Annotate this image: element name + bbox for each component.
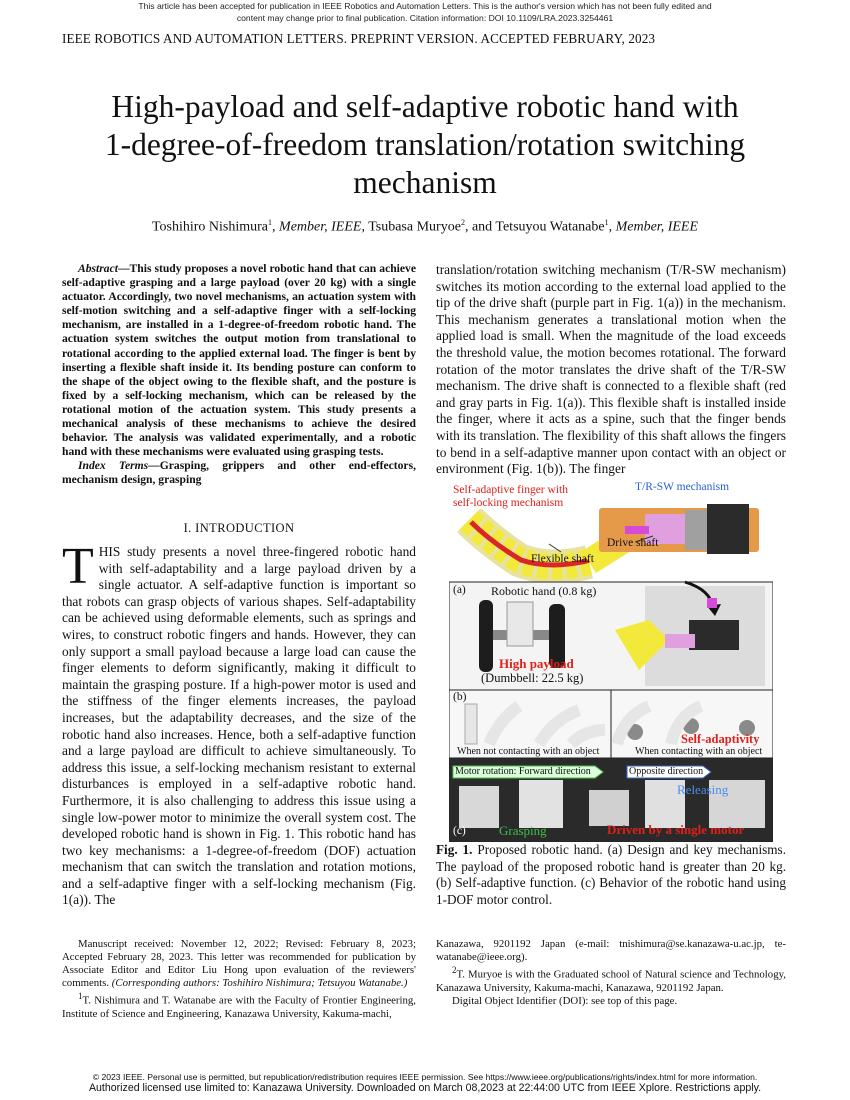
introduction-body [62, 538, 416, 909]
title-line-3: mechanism [353, 165, 497, 200]
author-3-role: , Member, IEEE [608, 219, 699, 235]
label-finger-line1: Self-adaptive finger with [453, 484, 568, 496]
author-3-affil: 1 [604, 218, 609, 227]
title-line-2: 1-degree-of-freedom translation/rotation switching [104, 127, 746, 162]
publication-notice-line2: content may change prior to final publication. Citation information: DOI 10.1109/LRA.2023.3254461 [236, 13, 614, 23]
label-not-contacting: When not contacting with an object [457, 746, 600, 757]
figure-caption [436, 842, 786, 908]
footnote-affil-2: T. Muryoe is with the Graduated school of Natural science and Technology, Kanazawa University, Kakuma-machi, Kanazawa, 9201192 Japan. [436, 968, 786, 994]
index-terms-label: Index Terms [78, 459, 149, 473]
footnote-manuscript: Manuscript received: November 12, 2022; Revised: February 8, 2023; Accepted February 28, 2023. This letter was recommended for publication by Associate Editor and Editor Liu Hong upon evaluation of the reviewers' comments. [62, 938, 416, 990]
label-contacting: When contacting with an object [635, 746, 763, 757]
abstract [62, 262, 416, 488]
section-heading: I. INTRODUCTION [183, 521, 295, 535]
label-dumbbell: (Dumbbell: 22.5 kg) [481, 671, 584, 685]
label-forward-direction: Motor rotation: Forward direction [455, 766, 591, 777]
figure-1 [449, 480, 773, 842]
footnote-email: Kanazawa, 9201192 Japan (e-mail: tnishimura@se.kanazawa-u.ac.jp, te-watanabe@ieee.org). [436, 938, 786, 964]
footnote-affil-2-mark: 2 [452, 965, 457, 976]
label-self-adaptivity: Self-adaptivity [681, 732, 760, 746]
label-self-adaptive-finger [452, 484, 569, 509]
author-2: Tsubasa Muryoe [364, 219, 461, 235]
abstract-label: Abstract [78, 262, 118, 275]
footnote-corresponding: (Corresponding authors: Toshihiro Nishimura; Tetsuyou Watanabe.) [109, 977, 408, 990]
label-drive-shaft: Drive shaft [607, 537, 659, 549]
title-line-1: High-payload and self-adaptive robotic hand with [111, 89, 739, 124]
paper-title [60, 88, 790, 202]
author-3: , and Tetsuyou Watanabe [464, 219, 605, 235]
footnote-affil-1-mark: 1 [78, 991, 83, 1002]
author-list [60, 218, 790, 236]
label-opposite-direction: Opposite direction [629, 766, 704, 777]
label-single-motor: Driven by a single motor [607, 822, 745, 837]
intro-text: HIS study presents a novel three-fingered robotic hand with self-adaptability and a large payload driven by a single actuator. A self-adaptive function is important so that robots can grasp objects of various shapes. Self-adaptability can be achieved using deformable elements, such as springs and wires, to construct robotic fingers and hands. However, they can only support a small payload because a large load can cause the finger elements to deform significantly, making it difficult to maintain the grasping posture. If a high-power motor is used and the stiffness of the finger elements increases, the payload increases, but the adaptability decreases, and the size of the robotic hand also increases. Hence, both a self-adaptive function and a large payload are difficult to achieve simultaneously. To address this issue, a self-locking mechanism resistant to external disturbances is employed in a self-adaptive robotic hand. Furthermore, it is also challenging to address this issue using a single low-power motor to minimize the overall system cost. The developed robotic hand is shown in Fig. 1. This robotic hand has two key mechanisms: a 1-degree-of-freedom (DOF) actuation mechanism that can switch the translation and rotation motions, and a self-adaptive finger with a self-locking mechanism (Fig. 1(a)). The [62, 544, 416, 908]
footnote-right [436, 938, 786, 1008]
right-paragraph: translation/rotation switching mechanism (T/R-SW mechanism) switches its motion according to the external load applied to the tip of the drive shaft (purple part in Fig. 1(a)) in the mechanism. This mechanism generates a translational motion when the applied load is small. When the magnitude of the load exceeds the threshold value, the motion becomes rotational. The forward rotation of the motor translates the drive shaft of the T/R-SW mechanism. The drive shaft is connected to a flexible shaft (red and gray parts in Fig. 1(a)). This flexible shaft is installed inside the finger, where it acts as a spine, such that the finger bends with its translation. The flexibility of this shaft allows the fingers to bend in a self-adaptive manner upon contact with an object or environment (Fig. 1(b)). The finger [436, 262, 786, 477]
label-trsw-mechanism: T/R-SW mechanism [635, 481, 730, 493]
label-finger-line2: self-locking mechanism [453, 496, 564, 509]
license-notice: Authorized licensed use limited to: Kanazawa University. Downloaded on March 08,2023 at 22:44:00 UTC from IEEE Xplore. Restrictions apply. [88, 1082, 762, 1094]
label-robotic-hand: Robotic hand (0.8 kg) [491, 584, 597, 598]
abstract-text: —This study proposes a novel robotic hand that can achieve self-adaptive grasping and a large payload (over 20 kg) with a single actuator. Accordingly, two novel mechanisms, an actuation system with self-motion switching and a self-adaptive finger with a self-locking mechanism, are installed in a 1-degree-of-freedom robotic hand. The actuation system switches the output motion from translational to rotational according to the applied external load. The finger is bent by inserting a flexible shaft inside it. Its bending posture can conform to the shape of the object owing to the flexible shaft, and the posture is fixed by a self-locking mechanism, which can be released by the rotational motion of the actuation system. This study presents a mechanical analysis of these mechanisms to achieve the desired behavior. The analysis was validated experimentally, and a robotic hand with these mechanisms were evaluated using grasping tests. [62, 262, 416, 459]
label-flexible-shaft: Flexible shaft [531, 553, 594, 565]
publication-notice-line1: This article has been accepted for publication in IEEE Robotics and Automation Letters. This is the author's version which has not been fully edited and [138, 1, 712, 11]
footnote-doi: Digital Object Identifier (DOI): see top of this page. [452, 994, 678, 1007]
dropcap: T [62, 538, 94, 595]
caption-text: Proposed robotic hand. (a) Design and key mechanisms. The payload of the proposed robotic hand is greater than 20 kg. (b) Self-adaptive function. (c) Behavior of the robotic hand using 1-DOF motor control. [436, 842, 786, 907]
label-panel-b: (b) [453, 691, 467, 703]
author-1: Toshihiro Nishimura [151, 219, 269, 235]
label-high-payload: High payload [499, 656, 574, 671]
author-1-affil: 1 [268, 218, 273, 227]
label-panel-c: (c) [453, 825, 466, 837]
author-1-role: , Member, IEEE, [272, 219, 365, 235]
index-terms-text: —Grasping, grippers and other end-effectors, mechanism design, grasping [62, 459, 416, 487]
label-panel-a: (a) [453, 584, 466, 596]
label-releasing: Releasing [677, 782, 729, 797]
caption-label: Fig. 1. [436, 842, 473, 857]
label-grasping: Grasping [499, 823, 547, 838]
footnote-left [62, 938, 416, 1021]
running-header: IEEE ROBOTICS AND AUTOMATION LETTERS. PREPRINT VERSION. ACCEPTED FEBRUARY, 2023 [62, 31, 656, 46]
right-column-text [436, 262, 786, 478]
copyright-notice: © 2023 IEEE. Personal use is permitted, but republication/redistribution requires IEEE permission. See https://www.ieee.org/publications/rights/index.html for more information. [92, 1072, 758, 1082]
author-2-affil: 2 [460, 218, 465, 227]
footnote-affil-1: T. Nishimura and T. Watanabe are with the Faculty of Frontier Engineering, Institute of Science and Engineering, Kanazawa University, Kakuma-machi, [62, 994, 416, 1021]
